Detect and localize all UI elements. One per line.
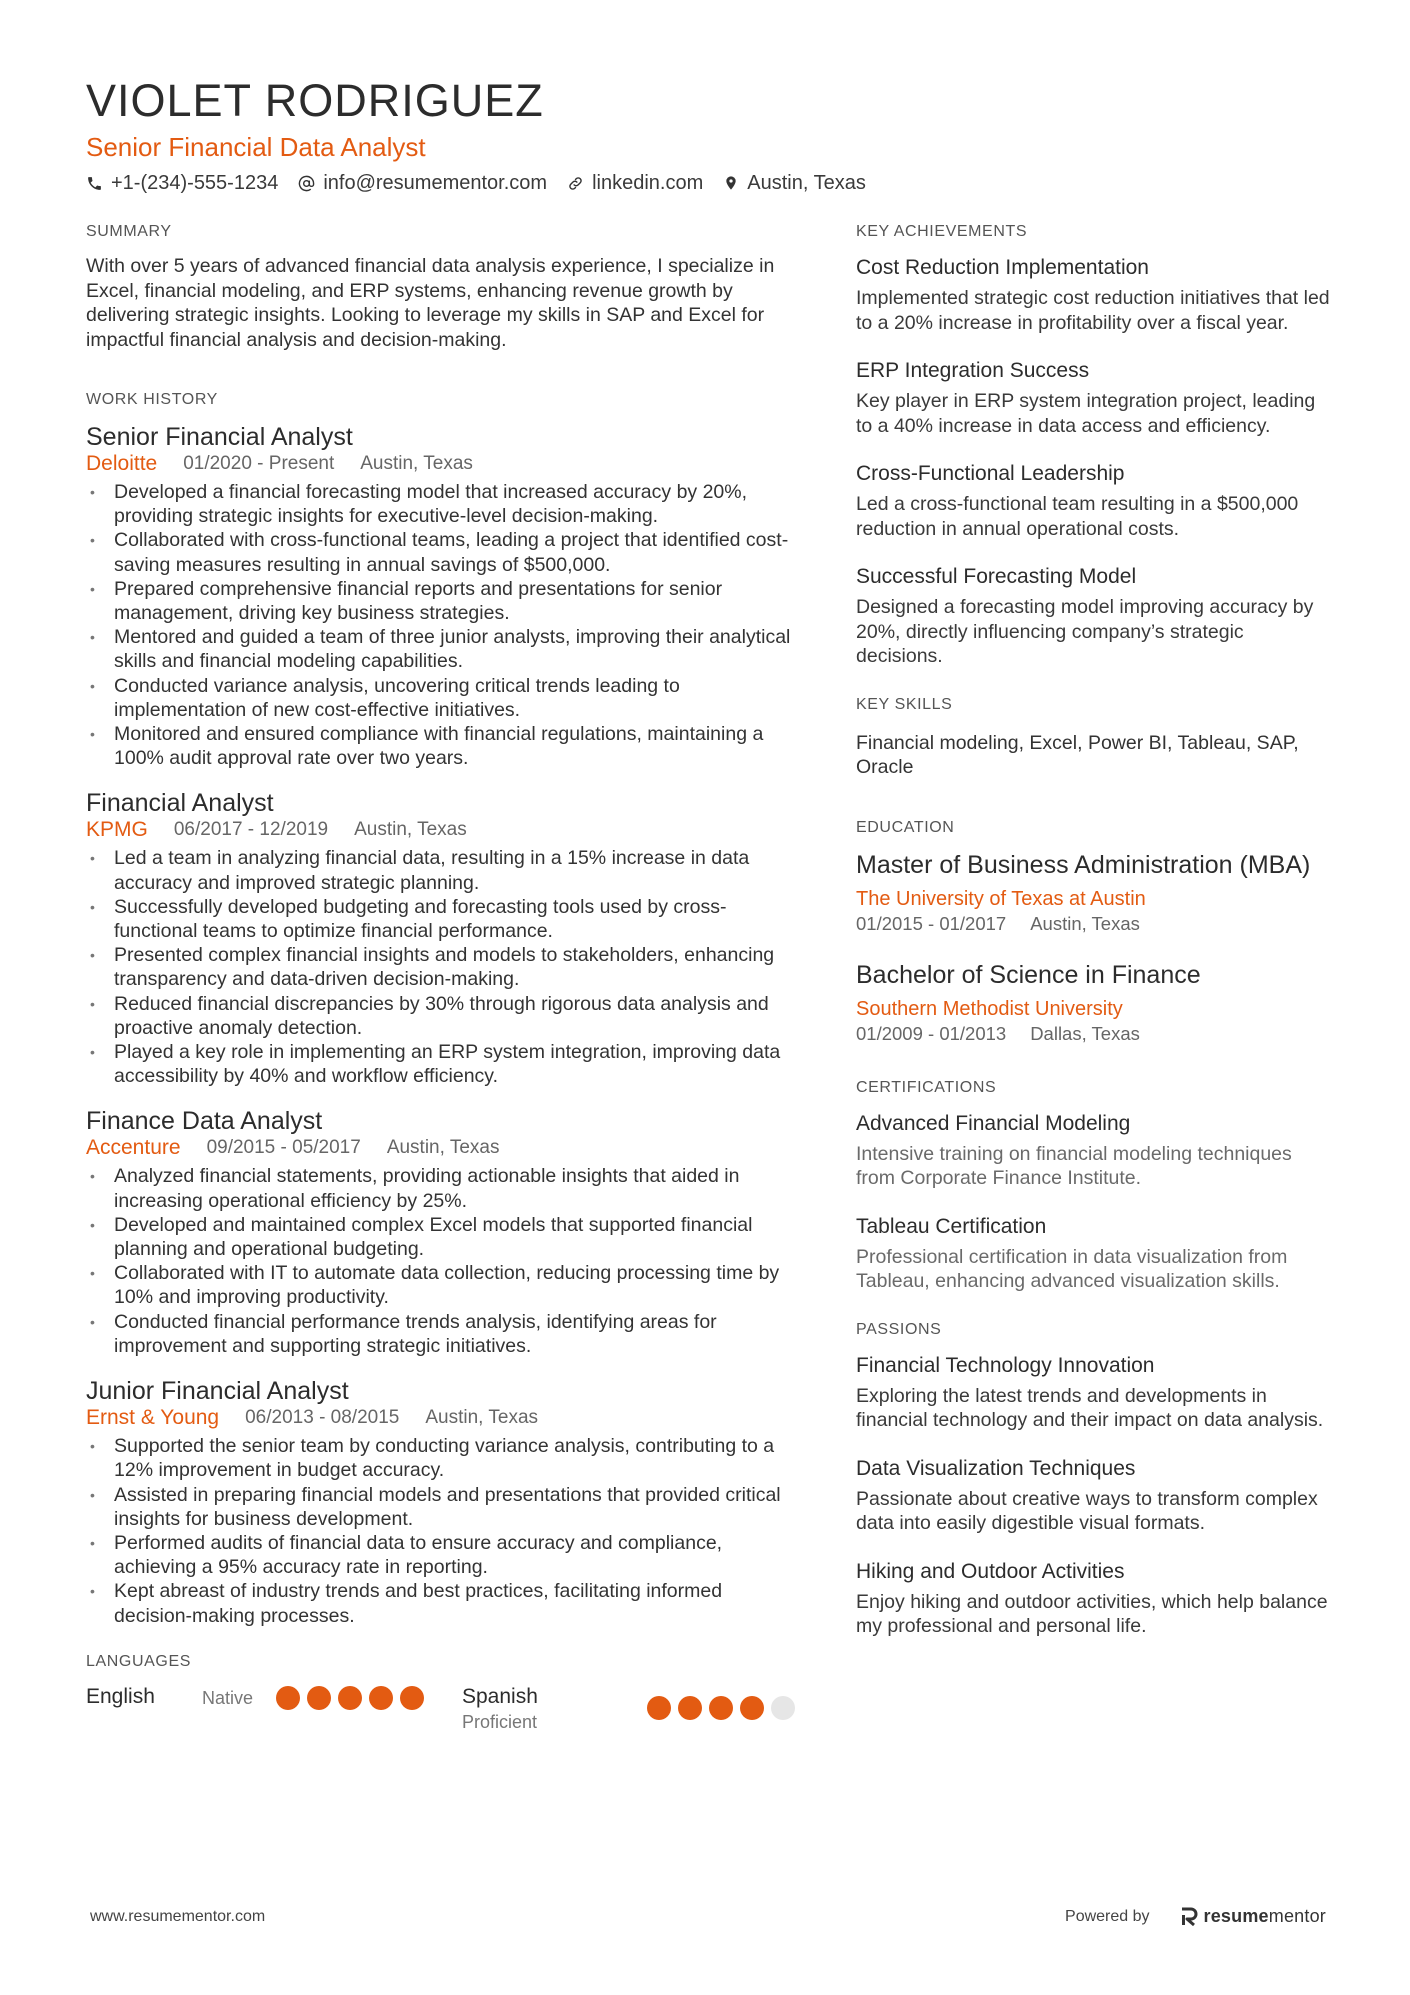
- certification-item: [856, 1213, 1334, 1294]
- section-heading: KEY ACHIEVEMENTS: [856, 223, 1028, 240]
- rating-dot-filled: [369, 1686, 393, 1710]
- website-text[interactable]: linkedin.com: [592, 172, 704, 194]
- job-title: Senior Financial Analyst: [86, 423, 353, 451]
- education-item: [856, 850, 1334, 936]
- language-name: Spanish: [462, 1684, 538, 1708]
- job-dates: 06/2017 - 12/2019: [173, 819, 329, 841]
- languages-section: [86, 1652, 802, 1734]
- job-bullet: • Monitored and ensured compliance with financial regulations, maintaining a 100% audit approval rate over two years.: [86, 722, 802, 770]
- certification-desc: Intensive training on financial modeling techniques from Corporate Finance Institute.: [856, 1142, 1292, 1189]
- powered-by-label: Powered by: [1065, 1907, 1150, 1925]
- achievement-title: Successful Forecasting Model: [856, 565, 1137, 588]
- job-entry: [86, 1376, 802, 1628]
- achievement-title: Cost Reduction Implementation: [856, 256, 1149, 279]
- job-dates: 06/2013 - 08/2015: [245, 1407, 400, 1429]
- education-school: Southern Methodist University: [856, 997, 1123, 1020]
- rating-dot-filled: [307, 1686, 331, 1710]
- education-location: Dallas, Texas: [1030, 1022, 1140, 1044]
- language-rating: [276, 1684, 431, 1710]
- contact-phone: [86, 170, 278, 196]
- job-bullet: • Collaborated with IT to automate data collection, reducing processing time by 10% and improving productivity.: [86, 1261, 802, 1309]
- section-heading: EDUCATION: [856, 818, 955, 836]
- certification-title: Advanced Financial Modeling: [856, 1111, 1131, 1135]
- summary-section: [86, 222, 802, 352]
- job-bullet: • Developed a financial forecasting model that increased accuracy by 20%, providing strategic insights for executive-level decision-making.: [86, 480, 802, 528]
- job-title: Financial Analyst: [86, 789, 274, 818]
- job-title: Finance Data Analyst: [86, 1107, 323, 1136]
- at-sign-icon: [298, 175, 315, 192]
- achievement-item: [856, 460, 1334, 541]
- summary-text: With over 5 years of advanced financial data analysis experience, I specialize in Excel, financial modeling, and ERP systems, enhancing revenue growth by delivering strategic insights. Looking to leverage my skills in SAP and Excel for impactful financial analysis and decision-making.: [86, 255, 775, 351]
- candidate-name: VIOLET RODRIGUEZ: [86, 75, 544, 126]
- contact-location: [723, 170, 866, 196]
- passion-desc: Exploring the latest trends and developments in financial technology and their impact on data analysis.: [856, 1384, 1324, 1431]
- passion-title: Data Visualization Techniques: [856, 1456, 1136, 1480]
- powered-by: [1065, 1906, 1326, 1927]
- contact-website[interactable]: [567, 170, 703, 196]
- job-bullet: • Supported the senior team by conducting variance analysis, contributing to a 12% improvement in budget accuracy.: [86, 1434, 802, 1482]
- education-degree: Bachelor of Science in Finance: [856, 960, 1201, 989]
- job-entry: [86, 1106, 802, 1358]
- achievements-section: [856, 222, 1334, 669]
- resume-header: [86, 74, 1326, 196]
- section-heading: LANGUAGES: [86, 1652, 191, 1670]
- passion-item: [856, 1455, 1334, 1536]
- education-degree: Master of Business Administration (MBA): [856, 850, 1311, 879]
- brand-logo[interactable]: [1180, 1906, 1326, 1927]
- job-bullet: • Conducted financial performance trends analysis, identifying areas for improvement and supporting strategic initiatives.: [86, 1310, 802, 1358]
- job-bullet: • Collaborated with cross-functional teams, leading a project that identified cost-saving measures resulting in annual savings of $500,000.: [86, 528, 802, 576]
- education-meta: [856, 1022, 1334, 1046]
- achievement-item: [856, 254, 1334, 335]
- email-text[interactable]: info@resumementor.com: [323, 172, 548, 194]
- job-title: Junior Financial Analyst: [86, 1377, 349, 1406]
- language-item: [86, 1684, 462, 1710]
- education-school: The University of Texas at Austin: [856, 887, 1146, 910]
- job-bullets: [86, 846, 802, 1088]
- job-location: Austin, Texas: [354, 819, 467, 841]
- language-name: English: [86, 1684, 155, 1708]
- job-company: Accenture: [86, 1136, 181, 1160]
- work-history-section: [86, 390, 802, 1628]
- job-meta: [86, 818, 802, 842]
- job-bullet: • Mentored and guided a team of three junior analysts, improving their analytical skills and financial modeling capabilities.: [86, 625, 802, 673]
- language-level: Native: [202, 1687, 254, 1708]
- rating-dot-filled: [740, 1696, 764, 1720]
- page-footer: [90, 1906, 1326, 1927]
- passions-section: [856, 1320, 1334, 1639]
- passion-item: [856, 1352, 1334, 1433]
- job-location: Austin, Texas: [360, 453, 473, 474]
- job-bullet: • Prepared comprehensive financial reports and presentations for senior management, driving key business strategies.: [86, 577, 802, 625]
- job-bullet: • Conducted variance analysis, uncovering critical trends leading to implementation of new cost-effective initiatives.: [86, 674, 802, 722]
- left-column: [86, 222, 802, 1772]
- rating-dot-filled: [400, 1686, 424, 1710]
- link-icon: [567, 175, 584, 192]
- job-bullet: • Kept abreast of industry trends and best practices, facilitating informed decision-making processes.: [86, 1579, 802, 1627]
- rating-dot-filled: [338, 1686, 362, 1710]
- job-meta: [86, 1406, 802, 1430]
- job-bullets: [86, 1434, 802, 1628]
- section-heading: CERTIFICATIONS: [856, 1078, 997, 1096]
- skills-section: [856, 695, 1334, 780]
- rating-dot-filled: [276, 1686, 300, 1710]
- job-bullet: • Led a team in analyzing financial data, resulting in a 15% increase in data accuracy and improved strategic planning.: [86, 846, 802, 894]
- section-heading: PASSIONS: [856, 1320, 942, 1338]
- education-item: [856, 960, 1334, 1046]
- job-bullet: • Assisted in preparing financial models and presentations that provided critical insights for business development.: [86, 1483, 802, 1531]
- achievement-desc: Led a cross-functional team resulting in a $500,000 reduction in annual operational costs.: [856, 493, 1299, 540]
- job-company: Ernst & Young: [86, 1406, 220, 1430]
- achievement-desc: Designed a forecasting model improving accuracy by 20%, directly influencing company’s strategic decisions.: [856, 596, 1314, 667]
- job-bullets: [86, 1164, 802, 1358]
- education-dates: 01/2009 - 01/2013: [856, 1022, 1007, 1044]
- language-rating: [647, 1684, 802, 1720]
- candidate-title: Senior Financial Data Analyst: [86, 132, 426, 162]
- passion-desc: Enjoy hiking and outdoor activities, which help balance my professional and personal life.: [856, 1590, 1328, 1637]
- languages-list: [86, 1684, 802, 1734]
- contact-bar: [86, 170, 1326, 196]
- achievement-desc: Implemented strategic cost reduction initiatives that led to a 20% increase in profitability over a fiscal year.: [856, 287, 1330, 334]
- rating-dot-filled: [647, 1696, 671, 1720]
- job-bullet: • Performed audits of financial data to ensure accuracy and compliance, achieving a 95% accuracy rate in reporting.: [86, 1531, 802, 1579]
- job-bullet: • Analyzed financial statements, providing actionable insights that aided in increasing operational efficiency by 25%.: [86, 1164, 802, 1212]
- job-dates: 01/2020 - Present: [183, 453, 335, 474]
- skills-text: Financial modeling, Excel, Power BI, Tableau, SAP, Oracle: [856, 731, 1299, 778]
- job-bullet: • Developed and maintained complex Excel models that supported financial planning and operational budgeting.: [86, 1213, 802, 1261]
- phone-text: +1-(234)-555-1234: [111, 172, 279, 194]
- job-entry: [86, 788, 802, 1088]
- footer-site-link[interactable]: www.resumementor.com: [90, 1907, 266, 1925]
- passion-desc: Passionate about creative ways to transform complex data into easily digestible visual formats.: [856, 1487, 1318, 1534]
- education-location: Austin, Texas: [1030, 912, 1140, 934]
- job-company: KPMG: [86, 818, 148, 842]
- job-bullet: • Reduced financial discrepancies by 30% through rigorous data analysis and proactive anomaly detection.: [86, 992, 802, 1040]
- job-bullet: • Presented complex financial insights and models to stakeholders, enhancing transparency and data-driven decision-making.: [86, 943, 802, 991]
- rating-dot-filled: [678, 1696, 702, 1720]
- resumementor-logo-icon: [1180, 1907, 1198, 1927]
- job-bullet: • Successfully developed budgeting and forecasting tools used by cross-functional teams to optimize financial performance.: [86, 895, 802, 943]
- location-text: Austin, Texas: [747, 172, 866, 194]
- section-heading: SUMMARY: [86, 223, 172, 240]
- certification-title: Tableau Certification: [856, 1214, 1047, 1238]
- achievement-title: Cross-Functional Leadership: [856, 462, 1125, 485]
- achievement-item: [856, 357, 1334, 438]
- brand-name-bold: resume: [1203, 1906, 1269, 1926]
- education-section: [856, 818, 1334, 1046]
- language-level: Proficient: [462, 1711, 538, 1732]
- rating-dot-empty: [771, 1696, 795, 1720]
- section-heading: KEY SKILLS: [856, 695, 953, 713]
- job-company: Deloitte: [86, 452, 158, 475]
- passion-title: Financial Technology Innovation: [856, 1353, 1155, 1377]
- certification-desc: Professional certification in data visualization from Tableau, enhancing advanced visualization skills.: [856, 1245, 1288, 1292]
- contact-email[interactable]: [298, 170, 547, 196]
- certification-item: [856, 1110, 1334, 1191]
- achievement-item: [856, 563, 1334, 669]
- job-bullets: [86, 480, 802, 770]
- job-dates: 09/2015 - 05/2017: [206, 1137, 361, 1159]
- rating-dot-filled: [709, 1696, 733, 1720]
- brand-name-light: mentor: [1268, 1906, 1326, 1926]
- passion-item: [856, 1558, 1334, 1639]
- job-location: Austin, Texas: [386, 1137, 500, 1159]
- section-heading: WORK HISTORY: [86, 391, 218, 408]
- language-item: [462, 1684, 802, 1734]
- job-bullet: • Played a key role in implementing an ERP system integration, improving data accessibility by 40% and workflow efficiency.: [86, 1040, 802, 1088]
- passion-title: Hiking and Outdoor Activities: [856, 1559, 1125, 1583]
- right-column: [856, 222, 1334, 1677]
- achievement-title: ERP Integration Success: [856, 359, 1090, 382]
- phone-icon: [86, 175, 103, 192]
- job-meta: [86, 452, 802, 476]
- job-meta: [86, 1136, 802, 1160]
- location-pin-icon: [723, 174, 739, 192]
- job-entry: [86, 422, 802, 770]
- job-location: Austin, Texas: [425, 1407, 539, 1429]
- education-meta: [856, 912, 1334, 936]
- achievement-desc: Key player in ERP system integration project, leading to a 40% increase in data access and efficiency.: [856, 390, 1316, 437]
- education-dates: 01/2015 - 01/2017: [856, 912, 1007, 934]
- certifications-section: [856, 1078, 1334, 1294]
